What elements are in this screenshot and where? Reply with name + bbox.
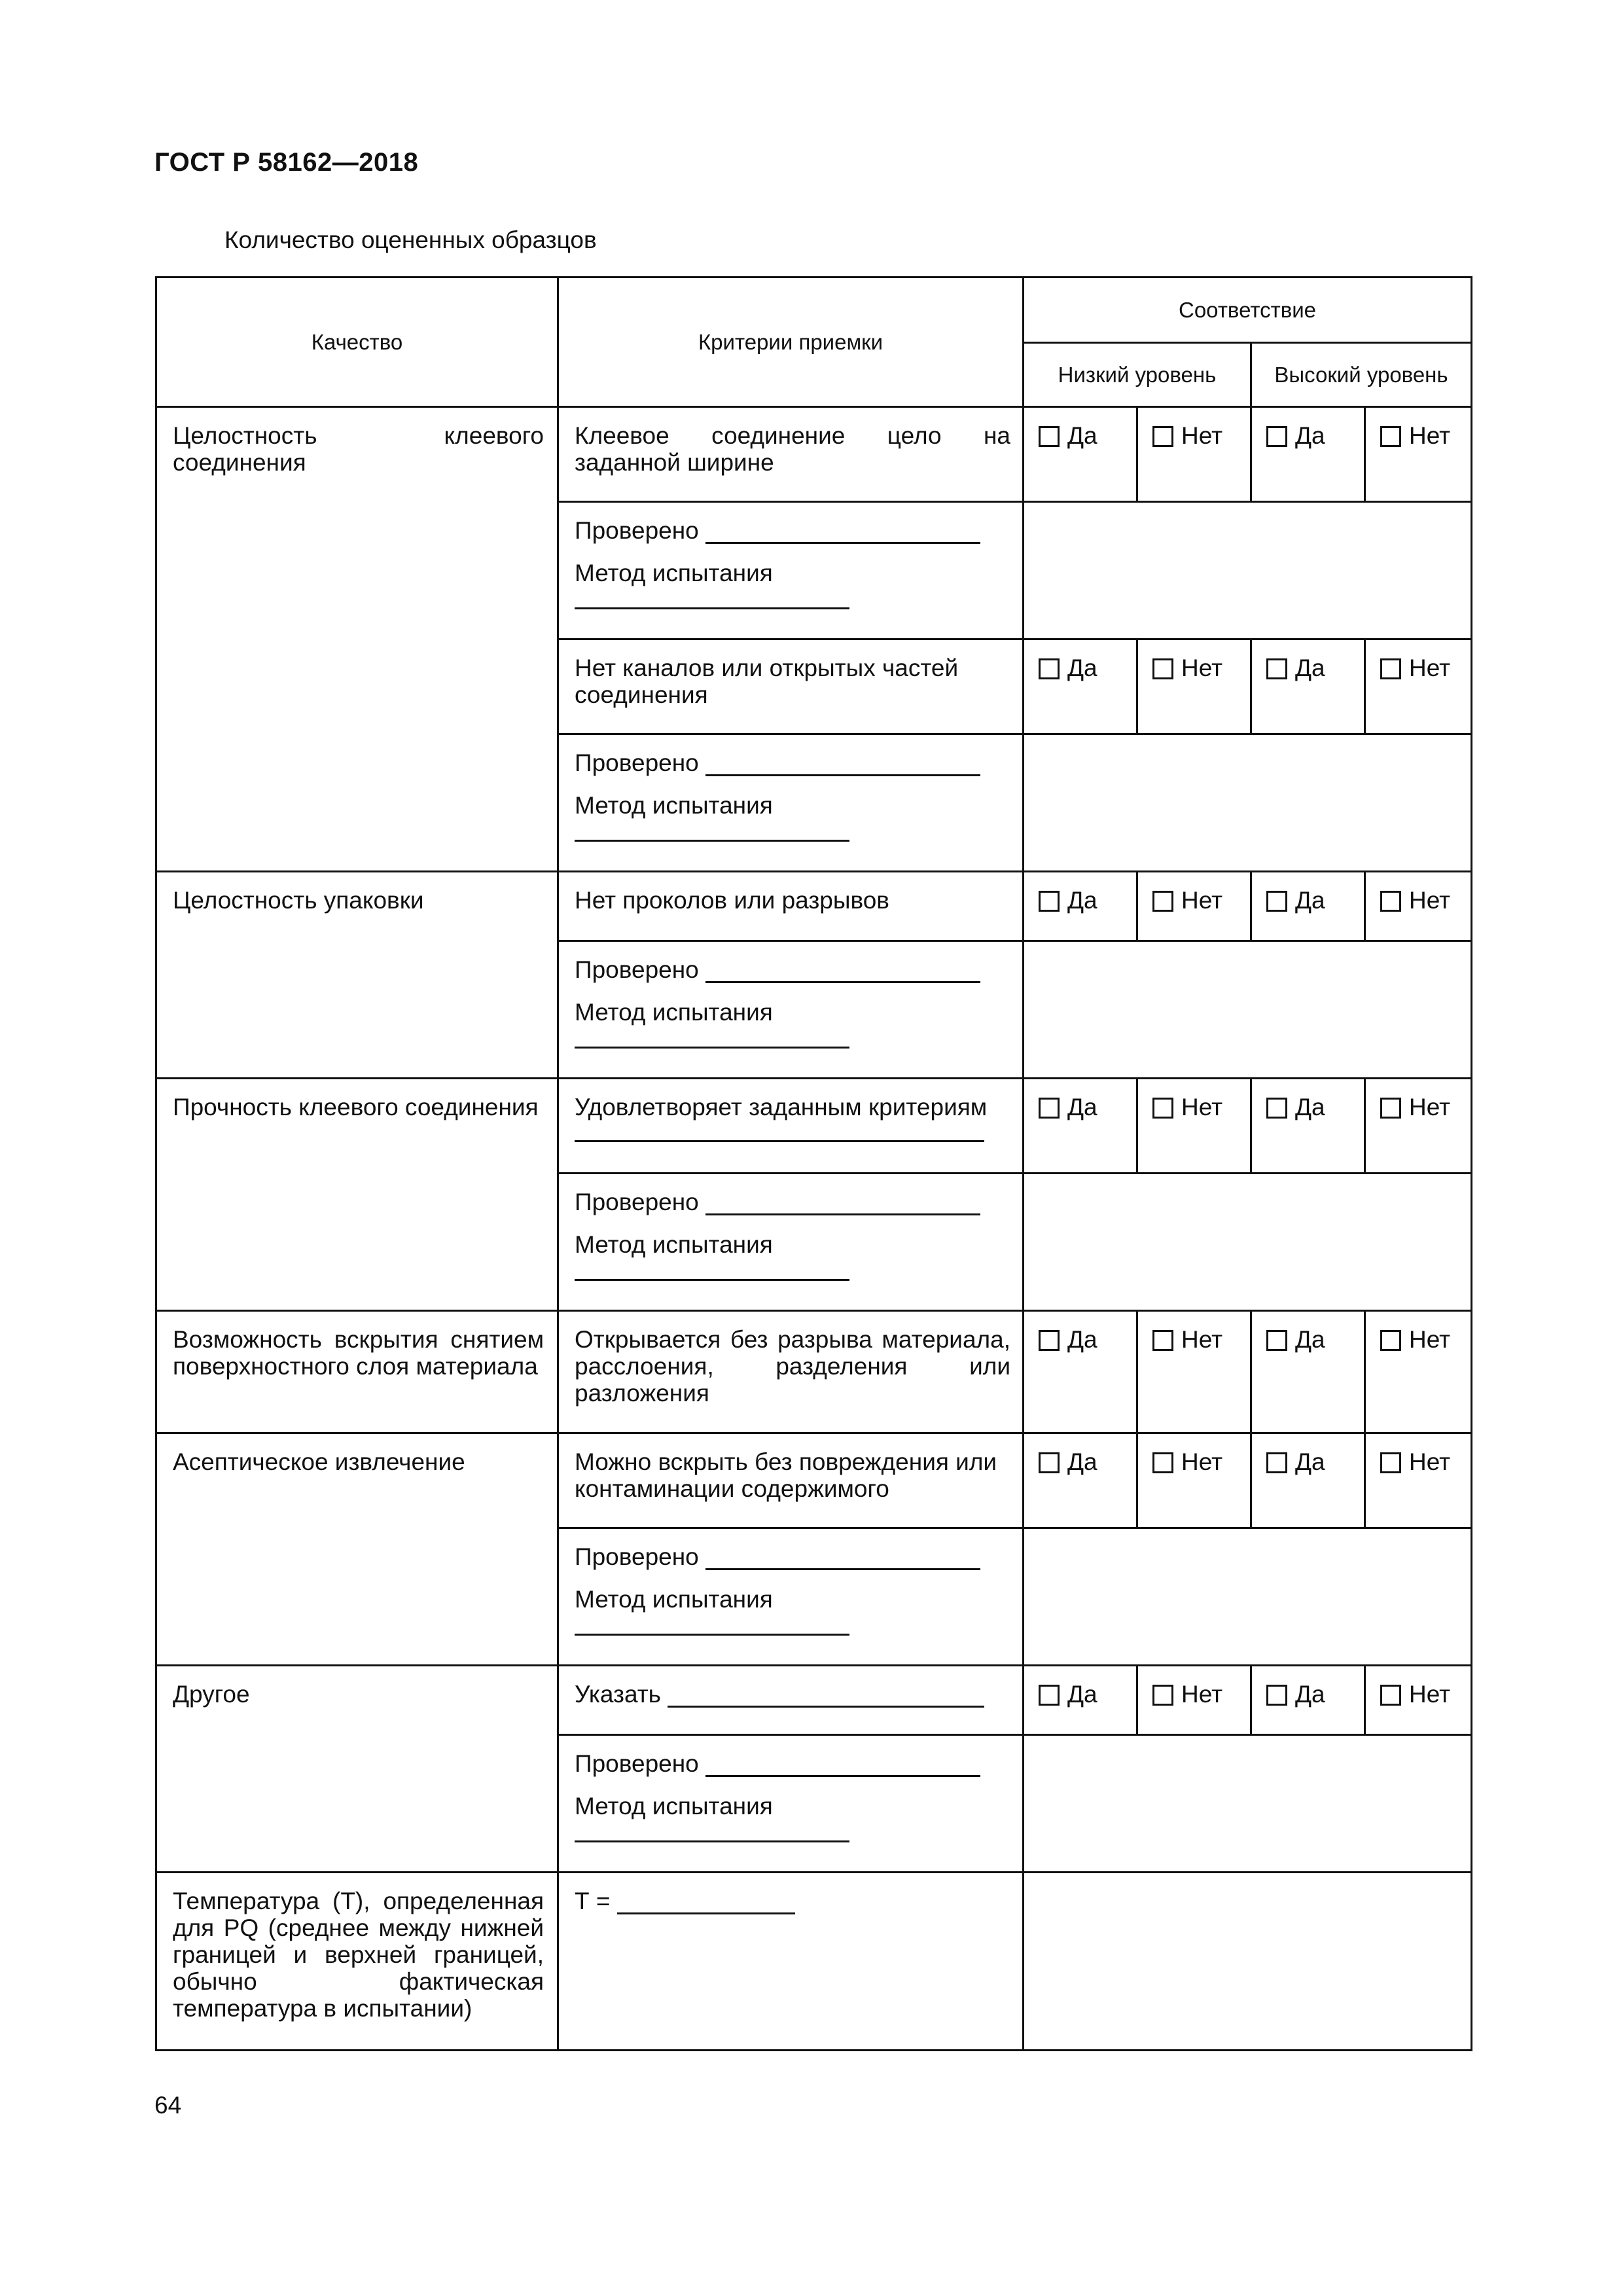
high-yes-checkbox[interactable]: Да bbox=[1251, 872, 1365, 941]
table-row bbox=[156, 1079, 1472, 1174]
checkbox-icon[interactable] bbox=[1266, 1098, 1287, 1119]
document-title: ГОСТ Р 58162—2018 bbox=[154, 148, 419, 177]
checked-label: Проверено bbox=[575, 1189, 699, 1215]
verification-cell bbox=[558, 941, 1024, 1079]
checkbox-icon[interactable] bbox=[1380, 658, 1401, 679]
checkbox-icon[interactable] bbox=[1380, 426, 1401, 447]
method-field[interactable] bbox=[575, 1027, 849, 1049]
verification-cell bbox=[558, 1735, 1024, 1873]
method-label: Метод испытания bbox=[575, 560, 773, 586]
low-no-checkbox[interactable]: Нет bbox=[1137, 1433, 1251, 1528]
checkbox-icon[interactable] bbox=[1380, 1685, 1401, 1706]
page-number: 64 bbox=[154, 2092, 182, 2119]
low-no-checkbox[interactable]: Нет bbox=[1137, 407, 1251, 502]
verification-cell bbox=[558, 1528, 1024, 1666]
low-yes-checkbox[interactable]: Да bbox=[1024, 639, 1137, 734]
checked-label: Проверено bbox=[575, 1750, 699, 1777]
checkbox-icon[interactable] bbox=[1380, 1098, 1401, 1119]
checked-by-field[interactable] bbox=[705, 959, 980, 983]
header-quality: Качество bbox=[156, 278, 558, 407]
header-criteria: Критерии приемки bbox=[558, 278, 1024, 407]
low-yes-checkbox[interactable]: Да bbox=[1024, 872, 1137, 941]
empty-cell bbox=[1024, 734, 1472, 872]
table-row bbox=[156, 1311, 1472, 1433]
low-no-checkbox[interactable]: Нет bbox=[1137, 639, 1251, 734]
checkbox-icon[interactable] bbox=[1266, 426, 1287, 447]
checkbox-icon[interactable] bbox=[1152, 1452, 1173, 1473]
checked-by-field[interactable] bbox=[705, 1546, 980, 1570]
criteria-cell: Открывается без разрыва материала, расслоения, разделения или разложения bbox=[558, 1311, 1024, 1433]
verification-cell bbox=[558, 734, 1024, 872]
table-row bbox=[156, 1873, 1472, 2051]
table-row bbox=[156, 407, 1472, 502]
low-yes-checkbox[interactable]: Да bbox=[1024, 1666, 1137, 1735]
empty-cell bbox=[1024, 502, 1472, 639]
checked-label: Проверено bbox=[575, 1543, 699, 1570]
checked-label: Проверено bbox=[575, 749, 699, 776]
checkbox-icon[interactable] bbox=[1152, 1330, 1173, 1351]
method-label: Метод испытания bbox=[575, 999, 773, 1026]
table-row bbox=[156, 872, 1472, 941]
empty-cell bbox=[1024, 941, 1472, 1079]
quality-cell: Целостность клеевого соединения bbox=[156, 407, 558, 872]
method-label: Метод испытания bbox=[575, 1793, 773, 1820]
checked-by-field[interactable] bbox=[705, 1753, 980, 1777]
high-no-checkbox[interactable]: Нет bbox=[1365, 639, 1472, 734]
header-high-level: Высокий уровень bbox=[1251, 343, 1472, 407]
verification-cell bbox=[558, 502, 1024, 639]
high-yes-checkbox[interactable]: Да bbox=[1251, 1311, 1365, 1433]
checked-label: Проверено bbox=[575, 517, 699, 544]
low-yes-checkbox[interactable]: Да bbox=[1024, 1311, 1137, 1433]
high-no-checkbox[interactable]: Нет bbox=[1365, 407, 1472, 502]
quality-cell: Другое bbox=[156, 1666, 558, 1873]
criteria-cell: Нет проколов или разрывов bbox=[558, 872, 1024, 941]
method-label: Метод испытания bbox=[575, 1586, 773, 1613]
low-no-checkbox[interactable]: Нет bbox=[1137, 872, 1251, 941]
method-field[interactable] bbox=[575, 1821, 849, 1842]
checkbox-icon[interactable] bbox=[1152, 1098, 1173, 1119]
checkbox-icon[interactable] bbox=[1266, 658, 1287, 679]
checkbox-icon[interactable] bbox=[1039, 1098, 1060, 1119]
method-field[interactable] bbox=[575, 1614, 849, 1636]
table-row bbox=[156, 1433, 1472, 1528]
criteria-cell: Можно вскрыть без повреждения или контаминации содержимого bbox=[558, 1433, 1024, 1528]
checkbox-icon[interactable] bbox=[1039, 1685, 1060, 1706]
checkbox-icon[interactable] bbox=[1380, 1330, 1401, 1351]
empty-cell bbox=[1024, 1873, 1472, 2051]
checkbox-icon[interactable] bbox=[1152, 891, 1173, 912]
method-field[interactable] bbox=[575, 1259, 849, 1281]
checkbox-icon[interactable] bbox=[1266, 891, 1287, 912]
method-label: Метод испытания bbox=[575, 792, 773, 819]
method-label: Метод испытания bbox=[575, 1231, 773, 1258]
checkbox-icon[interactable] bbox=[1266, 1452, 1287, 1473]
method-field[interactable] bbox=[575, 588, 849, 609]
high-yes-checkbox[interactable]: Да bbox=[1251, 407, 1365, 502]
checkbox-icon[interactable] bbox=[1152, 1685, 1173, 1706]
checkbox-icon[interactable] bbox=[1039, 891, 1060, 912]
temperature-field[interactable] bbox=[617, 1890, 795, 1914]
checkbox-icon[interactable] bbox=[1152, 658, 1173, 679]
samples-count-label: Количество оцененных образцов bbox=[224, 226, 597, 253]
high-no-checkbox[interactable]: Нет bbox=[1365, 1311, 1472, 1433]
checked-by-field[interactable] bbox=[705, 1191, 980, 1215]
empty-cell bbox=[1024, 1174, 1472, 1311]
high-yes-checkbox[interactable]: Да bbox=[1251, 1079, 1365, 1174]
checkbox-icon[interactable] bbox=[1039, 658, 1060, 679]
quality-cell: Целостность упаковки bbox=[156, 872, 558, 1079]
checkbox-icon[interactable] bbox=[1380, 891, 1401, 912]
empty-cell bbox=[1024, 1528, 1472, 1666]
header-compliance: Соответствие bbox=[1024, 278, 1472, 343]
checked-by-field[interactable] bbox=[705, 752, 980, 776]
empty-cell bbox=[1024, 1735, 1472, 1873]
acceptance-criteria-table bbox=[155, 276, 1472, 2051]
verification-cell bbox=[558, 1174, 1024, 1311]
high-yes-checkbox[interactable]: Да bbox=[1251, 1666, 1365, 1735]
checked-by-field[interactable] bbox=[705, 520, 980, 544]
criteria-cell: Удовлетворяет заданным критериям bbox=[558, 1079, 1024, 1174]
high-yes-checkbox[interactable]: Да bbox=[1251, 639, 1365, 734]
high-no-checkbox[interactable]: Нет bbox=[1365, 1666, 1472, 1735]
checked-label: Проверено bbox=[575, 956, 699, 983]
criteria-cell: Указать bbox=[558, 1666, 1024, 1735]
criteria-field[interactable] bbox=[575, 1123, 984, 1142]
quality-cell: Возможность вскрытия снятием поверхностного слоя материала bbox=[156, 1311, 558, 1433]
checkbox-icon[interactable] bbox=[1152, 426, 1173, 447]
high-yes-checkbox[interactable]: Да bbox=[1251, 1433, 1365, 1528]
criteria-cell: Нет каналов или открытых частей соединения bbox=[558, 639, 1024, 734]
quality-cell: Прочность клеевого соединения bbox=[156, 1079, 558, 1311]
checkbox-icon[interactable] bbox=[1266, 1685, 1287, 1706]
low-no-checkbox[interactable]: Нет bbox=[1137, 1311, 1251, 1433]
low-yes-checkbox[interactable]: Да bbox=[1024, 407, 1137, 502]
specify-field[interactable] bbox=[668, 1683, 984, 1708]
low-yes-checkbox[interactable]: Да bbox=[1024, 1433, 1137, 1528]
checkbox-icon[interactable] bbox=[1039, 1330, 1060, 1351]
high-no-checkbox[interactable]: Нет bbox=[1365, 1079, 1472, 1174]
high-no-checkbox[interactable]: Нет bbox=[1365, 872, 1472, 941]
criteria-cell: Клеевое соединение цело на заданной ширине bbox=[558, 407, 1024, 502]
checkbox-icon[interactable] bbox=[1039, 1452, 1060, 1473]
high-no-checkbox[interactable]: Нет bbox=[1365, 1433, 1472, 1528]
low-no-checkbox[interactable]: Нет bbox=[1137, 1079, 1251, 1174]
low-no-checkbox[interactable]: Нет bbox=[1137, 1666, 1251, 1735]
checkbox-icon[interactable] bbox=[1266, 1330, 1287, 1351]
low-yes-checkbox[interactable]: Да bbox=[1024, 1079, 1137, 1174]
quality-cell: Асептическое извлечение bbox=[156, 1433, 558, 1666]
checkbox-icon[interactable] bbox=[1380, 1452, 1401, 1473]
header-low-level: Низкий уровень bbox=[1024, 343, 1251, 407]
criteria-cell: Т = bbox=[558, 1873, 1024, 2051]
method-field[interactable] bbox=[575, 820, 849, 842]
quality-cell: Температура (Т), определенная для PQ (среднее между нижней границей и верхней границей, обычно фактическая температура в испытании) bbox=[156, 1873, 558, 2051]
checkbox-icon[interactable] bbox=[1039, 426, 1060, 447]
table-row bbox=[156, 1666, 1472, 1735]
